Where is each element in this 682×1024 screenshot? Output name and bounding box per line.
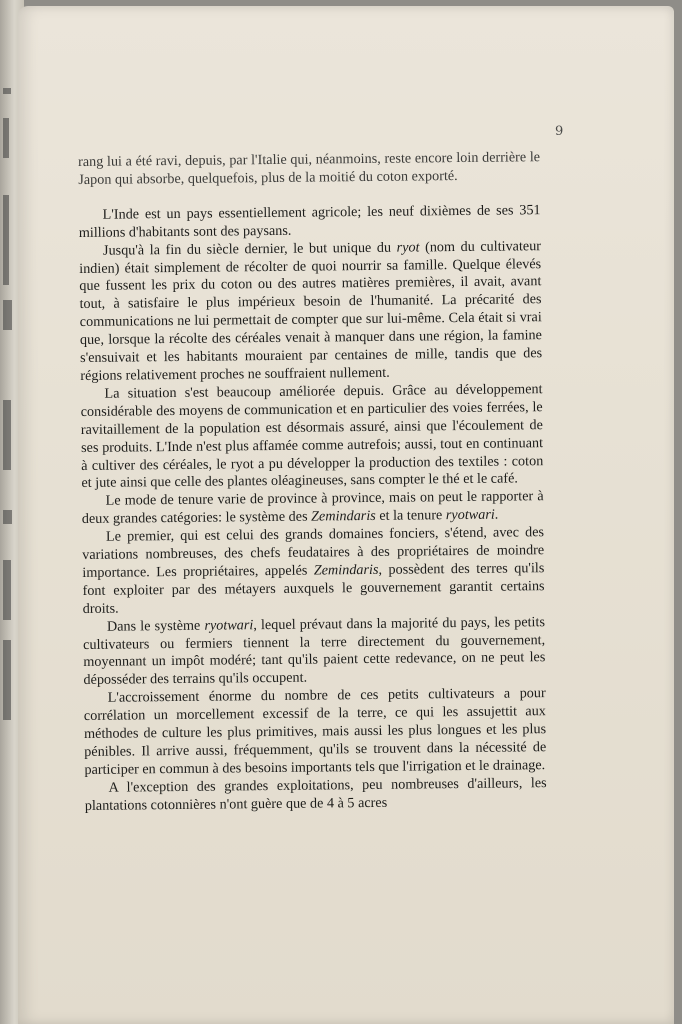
body-text [78, 149, 547, 815]
adjacent-page-ink [3, 88, 11, 94]
paragraph: rang lui a été ravi, depuis, par l'Italie qui, néanmoins, reste encore loin derrière le Japon qui absorbe, quelquefois, plus de la moitié du coton exporté. [78, 149, 541, 188]
paragraph: La situation s'est beaucoup améliorée depuis. Grâce au développement considérable des moyens de communication et en particulier des voies ferrées, le ravitaillement de la population est désormais assuré, ainsi que l'écoulement de ses produits. L'Inde n'est plus affamée comme autrefois; aussi, tout en continuant à cultiver des céréales, le ryot a pu développer la production des textiles : coton et jute ainsi que celle des plantes oléagineuses, sans compter le thé et le café. [80, 381, 544, 492]
paragraph: L'Inde est un pays essentiellement agricole; les neuf dixièmes de ses 351 millions d'habitants sont des paysans. [78, 201, 541, 241]
paragraph: Le premier, qui est celui des grands domaines fonciers, s'étend, avec des variations nombreuses, des chefs feudataires à des propriétaires de moindre importance. Les propriétaires, appelés Zemindaris, possèdent des terres qu'ils font exploiter par des métayers auxquels le gouvernement garantit certains droits. [82, 524, 545, 617]
adjacent-page-ink [3, 510, 12, 524]
paragraph: Le mode de tenure varie de province à province, mais on peut le rapporter à deux grandes catégories: le système des Zemindaris et la tenure ryotwari. [81, 488, 544, 528]
paragraph: Jusqu'à la fin du siècle dernier, le but unique du ryot (nom du cultivateur indien) était simplement de récolter de quoi nourrir sa famille. Quelque élevés que fussent les prix du coton ou des autres matières premières, il avait, avant tout, à satisfaire le plus impérieux besoin de l'humanité. La précarité des communications ne lui permettait de compter que sur lui-même. Cela était si vrai que, lorsque la récolte des céréales venait à manquer dans une région, la famine s'ensuivait et les habitants mouraient par centaines de mille, tandis que des régions relativement proches ne souffraient nullement. [79, 237, 543, 384]
adjacent-page-ink [3, 640, 11, 720]
adjacent-page-ink [3, 195, 9, 285]
adjacent-page-ink [3, 118, 9, 158]
page-number: 9 [555, 124, 564, 139]
paragraph: Dans le système ryotwari, lequel prévaut dans la majorité du pays, les petits cultivateurs ou fermiers tiennent la terre directement du gouvernement, moyennant un impôt modéré; tant qu'ils paient cette redevance, on ne peut les déposséder des terrains qu'ils occupent. [83, 613, 546, 689]
paragraph: A l'exception des grandes exploitations, peu nombreuses d'ailleurs, les plantations cotonnières n'ont guère que de 4 à 5 acres [84, 774, 547, 814]
adjacent-page-ink [3, 300, 12, 330]
adjacent-page-ink [3, 400, 11, 470]
paragraph: L'accroissement énorme du nombre de ces petits cultivateurs a pour corrélation un morcellement excessif de la terre, ce qui les assujettit aux méthodes de culture les plus primitives, mais aussi les plus longues et les plus pénibles. Il arrive aussi, fréquemment, qu'ils se trouvent dans la nécessité de participer en commun à des besoins importants tels que l'irrigation et le drainage. [83, 685, 547, 778]
adjacent-page-ink [3, 560, 11, 620]
